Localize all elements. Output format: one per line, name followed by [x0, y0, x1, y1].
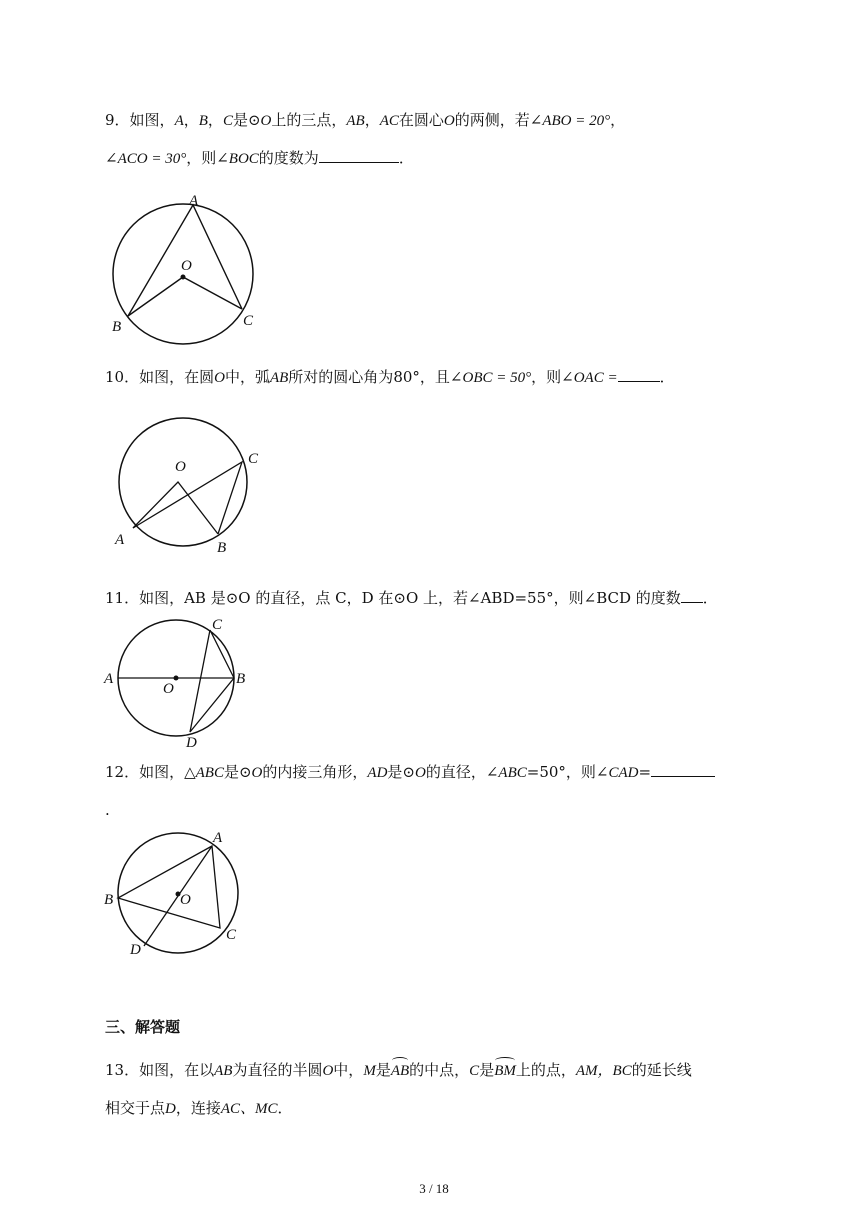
- answer-blank[interactable]: [681, 588, 703, 603]
- q13-line-1: 13．如图，在以AB为直径的半圆O中，M是AB的中点，C是BM上的点，AM，BC的延长线: [105, 1061, 692, 1079]
- label-O: O: [180, 892, 191, 908]
- label-B: B: [104, 892, 114, 908]
- answer-blank[interactable]: [319, 148, 399, 163]
- arc-BM: BM: [494, 1063, 516, 1079]
- q13-line-2: 相交于点D，连接AC、MC．: [105, 1099, 293, 1117]
- q12-line-2: .: [105, 801, 110, 819]
- q10-figure: [105, 440, 275, 560]
- arc-AB: AB: [390, 1063, 410, 1079]
- answer-blank[interactable]: [651, 762, 715, 777]
- q9-figure: [100, 185, 270, 345]
- q10-line: 10．如图，在圆O中，弧AB所对的圆心角为80°，且∠OBC = 50°，则∠OAC = ．: [105, 368, 675, 386]
- label-A: A: [189, 193, 199, 209]
- q9-line-1: 9．如图，A，B，C是⊙O上的三点，AB，AC在圆心O的两侧，若∠ABO = 20°，: [105, 111, 626, 129]
- label-D: D: [130, 942, 141, 958]
- label-C: C: [212, 617, 223, 633]
- label-A: A: [213, 830, 223, 846]
- label-D: D: [186, 735, 197, 751]
- label-C: C: [226, 927, 237, 943]
- page-number: 3 / 18: [419, 1181, 449, 1196]
- q12-figure: [100, 828, 260, 963]
- section-title: 三、解答题: [105, 1018, 181, 1036]
- label-O: O: [181, 258, 192, 274]
- label-C: C: [243, 313, 254, 329]
- q12-line: 12．如图，△ABC是⊙O的内接三角形，AD是⊙O的直径，∠ABC=50°，则∠CAD=: [105, 762, 715, 783]
- q11-figure: [100, 615, 260, 750]
- label-A: A: [115, 532, 125, 548]
- answer-blank[interactable]: [618, 367, 660, 382]
- q9-line-2: ∠ACO = 30°，则∠BOC的度数为 ．: [105, 149, 414, 167]
- q11-line: 11．如图，AB 是⊙O 的直径，点 C，D 在⊙O 上，若∠ABD=55°，则∠BCD 的度数 ．: [105, 589, 718, 607]
- label-O: O: [175, 459, 186, 475]
- label-B: B: [217, 540, 227, 556]
- label-B: B: [112, 319, 122, 335]
- label-A: A: [104, 671, 114, 687]
- label-O: O: [163, 681, 174, 697]
- label-B: B: [236, 671, 246, 687]
- label-C: C: [248, 451, 259, 467]
